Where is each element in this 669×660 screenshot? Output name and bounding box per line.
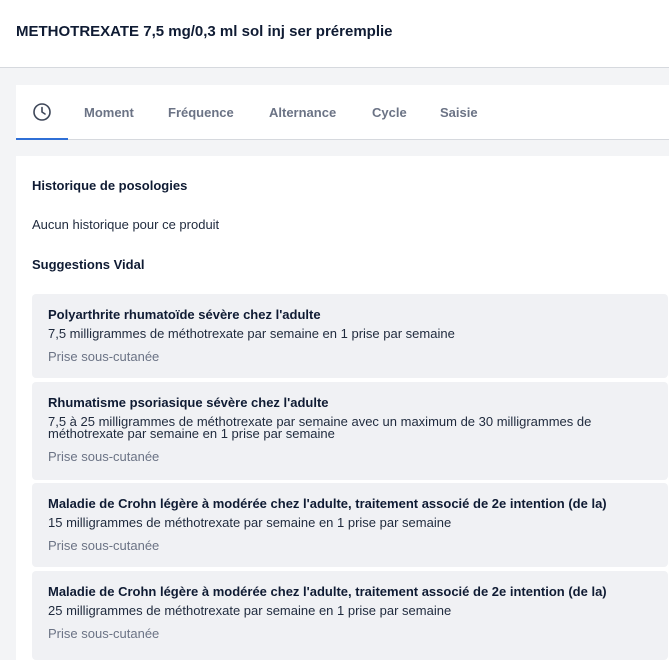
suggestion-title: Polyarthrite rhumatoïde sévère chez l'adulte (48, 307, 321, 322)
suggestion-card[interactable] (32, 571, 668, 660)
suggestions-section-title: Suggestions Vidal (32, 257, 145, 272)
history-empty-text: Aucun historique pour ce produit (32, 217, 220, 232)
tab-moment[interactable]: Moment (84, 104, 134, 120)
suggestion-card[interactable] (32, 294, 668, 378)
history-section-title: Historique de posologies (32, 178, 188, 193)
suggestion-title: Maladie de Crohn légère à modérée chez l'adulte, traitement associé de 2e intention (de la) (48, 584, 607, 599)
suggestion-card[interactable] (32, 382, 668, 480)
suggestion-dose: 15 milligrammes de méthotrexate par semaine en 1 prise par semaine (48, 515, 452, 530)
suggestion-route: Prise sous-cutanée (48, 349, 160, 364)
product-header (0, 0, 669, 68)
tab-alternance[interactable]: Alternance (269, 104, 337, 120)
suggestion-dose: 25 milligrammes de méthotrexate par semaine en 1 prise par semaine (48, 603, 452, 618)
tab-bar (16, 85, 669, 140)
suggestion-card[interactable] (32, 483, 668, 567)
suggestion-route: Prise sous-cutanée (48, 538, 160, 553)
suggestion-dose: 7,5 milligrammes de méthotrexate par semaine en 1 prise par semaine (48, 326, 455, 341)
suggestion-dose: 7,5 à 25 milligrammes de méthotrexate par semaine avec un maximum de 30 milligrammes de méthotrexate par semaine en 1 prise par semaine (48, 414, 592, 441)
tab-cycle[interactable]: Cycle (372, 104, 407, 120)
product-title: METHOTREXATE 7,5 mg/0,3 ml sol inj ser préremplie (16, 23, 393, 40)
history-panel (16, 156, 669, 660)
suggestion-route: Prise sous-cutanée (48, 626, 160, 641)
tab-frequence[interactable]: Fréquence (168, 104, 234, 120)
clock-icon (32, 102, 52, 122)
suggestion-route: Prise sous-cutanée (48, 449, 160, 464)
suggestion-title: Maladie de Crohn légère à modérée chez l'adulte, traitement associé de 2e intention (de la) (48, 496, 607, 511)
suggestion-title: Rhumatisme psoriasique sévère chez l'adulte (48, 395, 329, 410)
tab-history[interactable] (16, 85, 68, 140)
tab-saisie[interactable]: Saisie (440, 104, 478, 120)
